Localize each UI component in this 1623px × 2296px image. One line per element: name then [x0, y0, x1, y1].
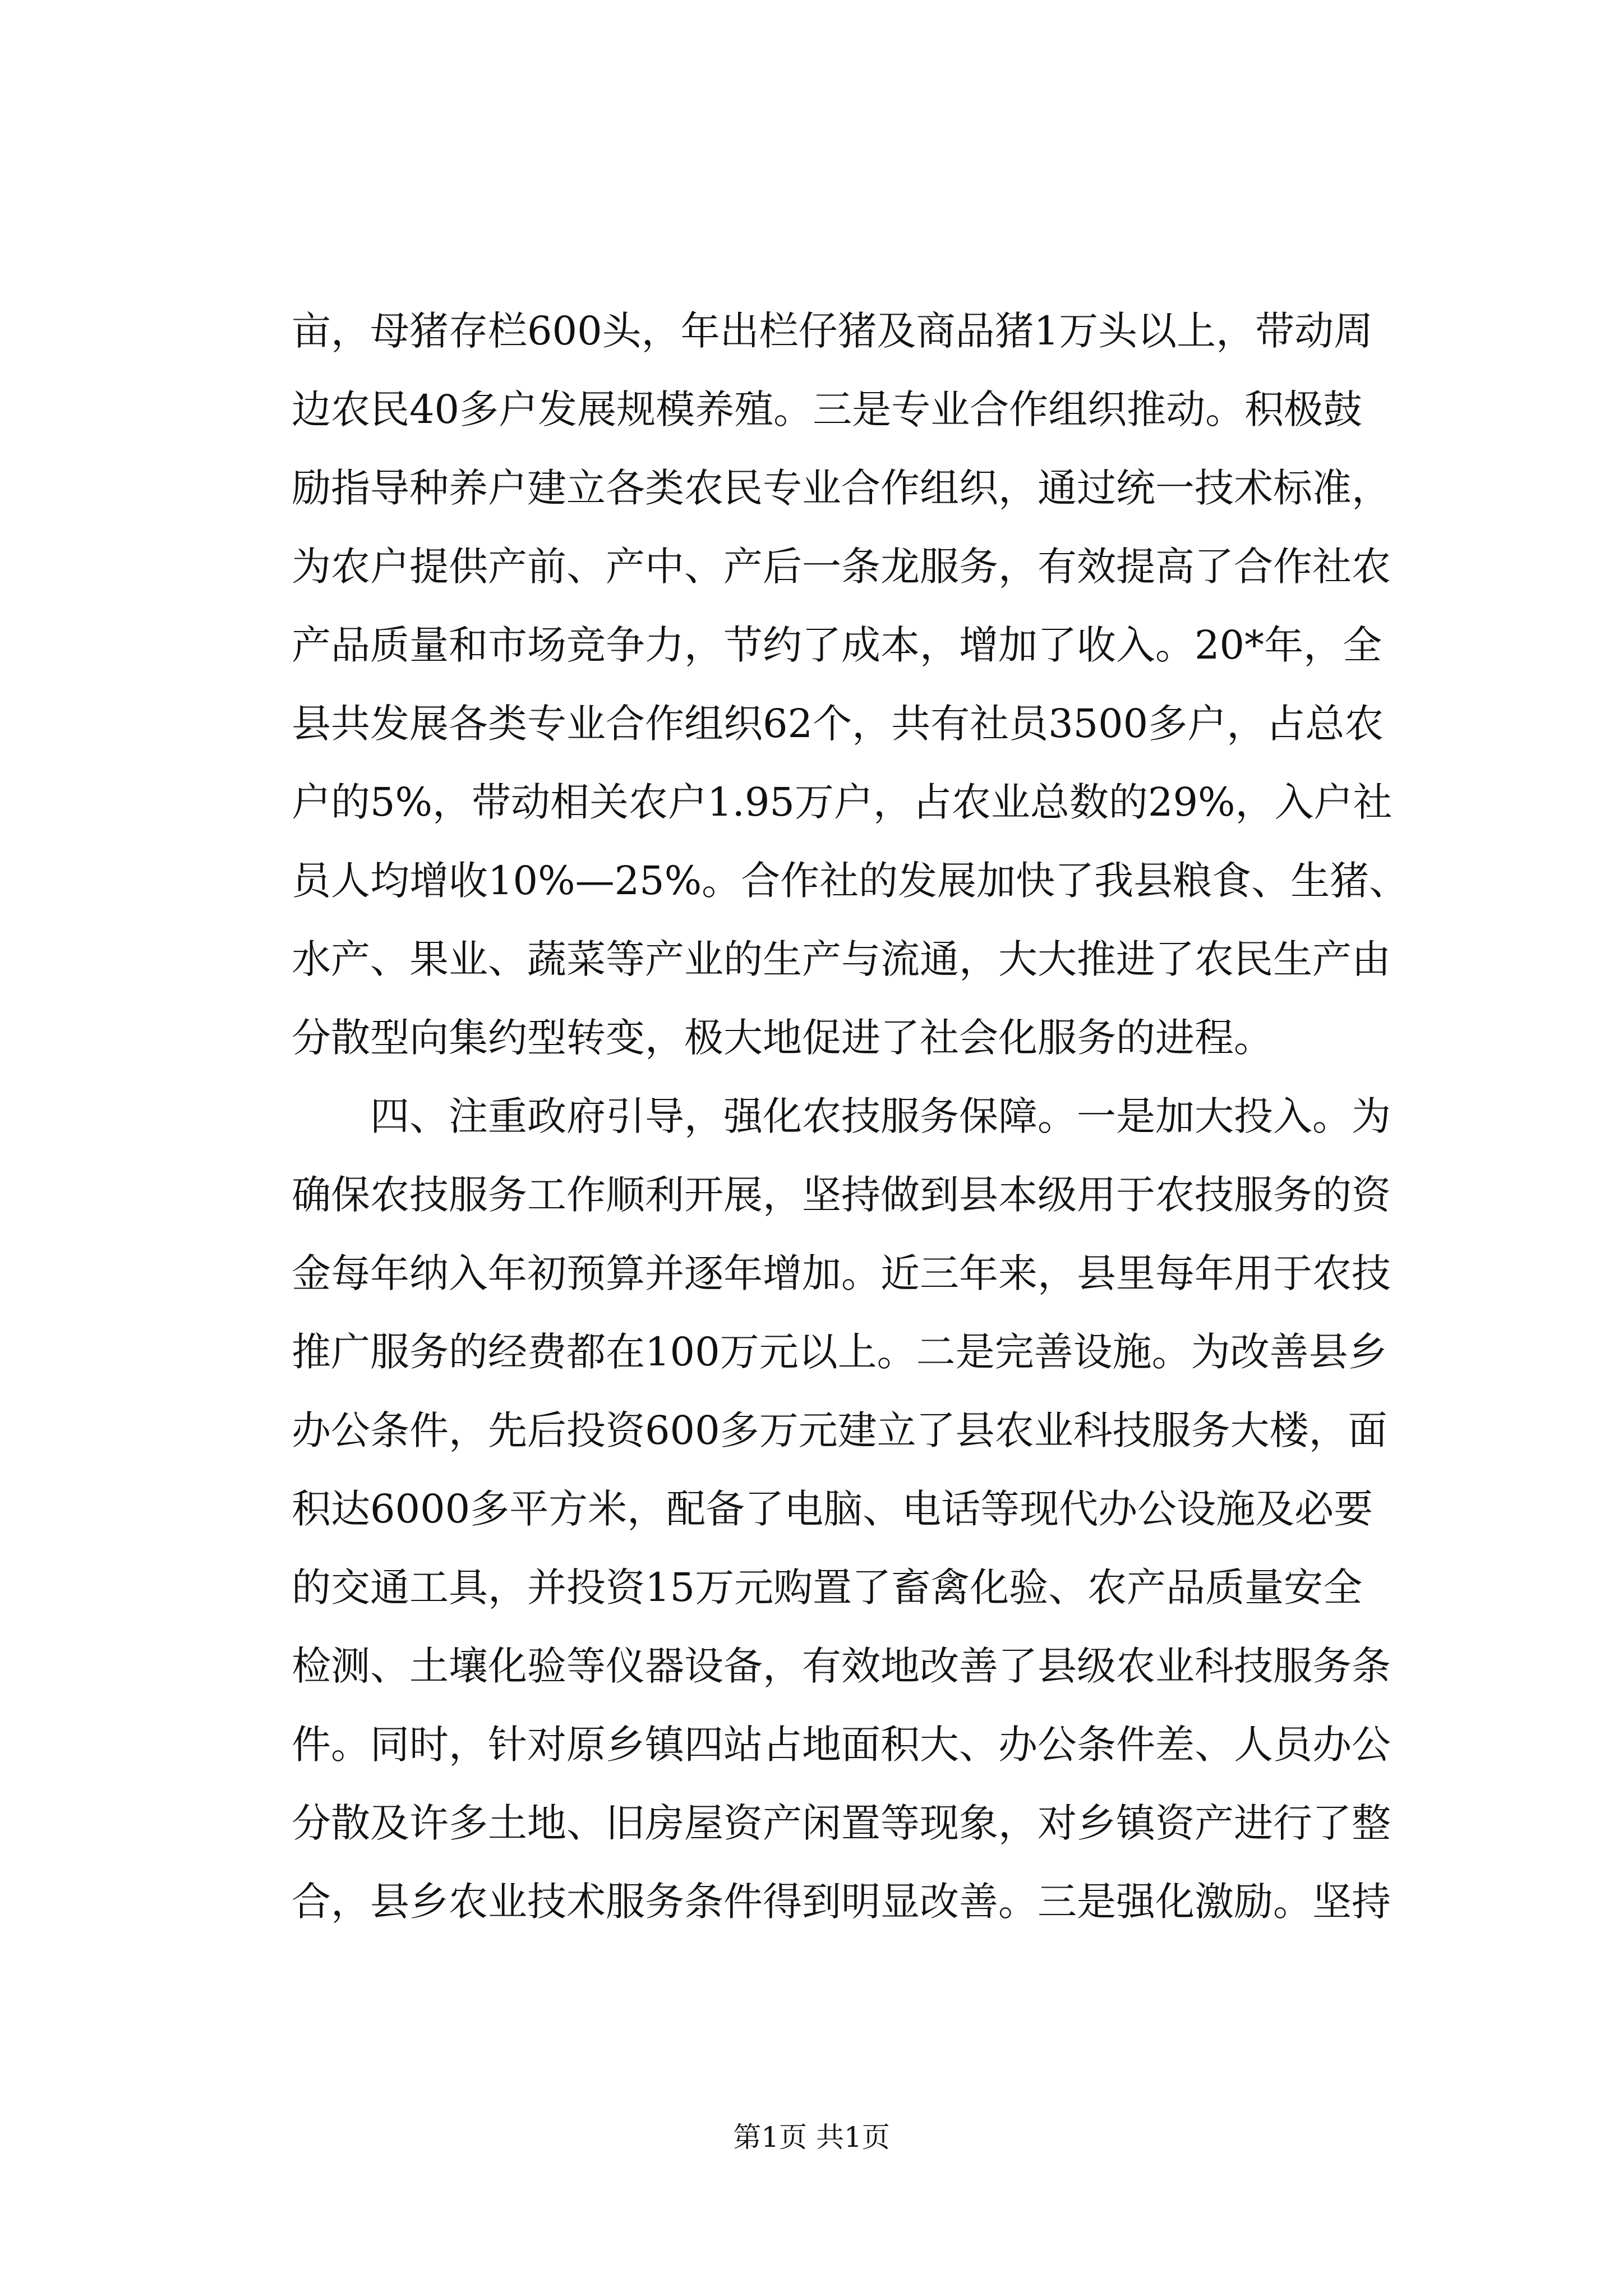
document-body — [292, 292, 1409, 1941]
text-line: 分散型向集约型转变，极大地促进了社会化服务的进程。 — [292, 1015, 1273, 1061]
text-line: 件。同时，针对原乡镇四站占地面积大、办公条件差、人员办公 — [292, 1722, 1391, 1768]
text-line: 为农户提供产前、产中、产后一条龙服务，有效提高了合作社农 — [292, 544, 1391, 590]
text-line: 励指导种养户建立各类农民专业合作组织，通过统一技术标准， — [292, 465, 1391, 511]
text-line: 分散及许多土地、旧房屋资产闲置等现象，对乡镇资产进行了整 — [292, 1800, 1391, 1846]
text-line-paragraph-start: 四、注重政府引导，强化农技服务保障。一是加大投入。为 — [370, 1093, 1391, 1139]
text-line: 积达6000多平方米，配备了电脑、电话等现代办公设施及必要 — [292, 1486, 1373, 1532]
text-line: 的交通工具，并投资15万元购置了畜禽化验、农产品质量安全 — [292, 1565, 1363, 1611]
page-footer — [0, 2120, 1623, 2154]
text-line: 亩，母猪存栏600头，年出栏仔猪及商品猪1万头以上，带动周 — [292, 308, 1373, 354]
text-line: 边农民40多户发展规模养殖。三是专业合作组织推动。积极鼓 — [292, 386, 1363, 432]
text-line: 户的5%，带动相关农户1.95万户，占农业总数的29%，入户社 — [292, 779, 1393, 825]
text-line: 产品质量和市场竞争力，节约了成本，增加了收入。20*年，全 — [292, 622, 1382, 668]
text-line: 合，县乡农业技术服务条件得到明显改善。三是强化激励。坚持 — [292, 1879, 1391, 1925]
text-line: 推广服务的经费都在100万元以上。二是完善设施。为改善县乡 — [292, 1329, 1387, 1375]
text-line: 员人均增收10%—25%。合作社的发展加快了我县粮食、生猪、 — [292, 858, 1409, 904]
text-line: 县共发展各类专业合作组织62个，共有社员3500多户，占总农 — [292, 701, 1384, 747]
page-number-label: 第1页 共1页 — [733, 2121, 890, 2154]
text-line: 办公条件，先后投资600多万元建立了县农业科技服务大楼，面 — [292, 1407, 1387, 1453]
text-line: 检测、土壤化验等仪器设备，有效地改善了县级农业科技服务条 — [292, 1643, 1391, 1689]
text-line: 水产、果业、蔬菜等产业的生产与流通，大大推进了农民生产由 — [292, 936, 1391, 982]
text-line: 确保农技服务工作顺利开展，坚持做到县本级用于农技服务的资 — [292, 1172, 1391, 1218]
text-line: 金每年纳入年初预算并逐年增加。近三年来，县里每年用于农技 — [292, 1250, 1391, 1296]
